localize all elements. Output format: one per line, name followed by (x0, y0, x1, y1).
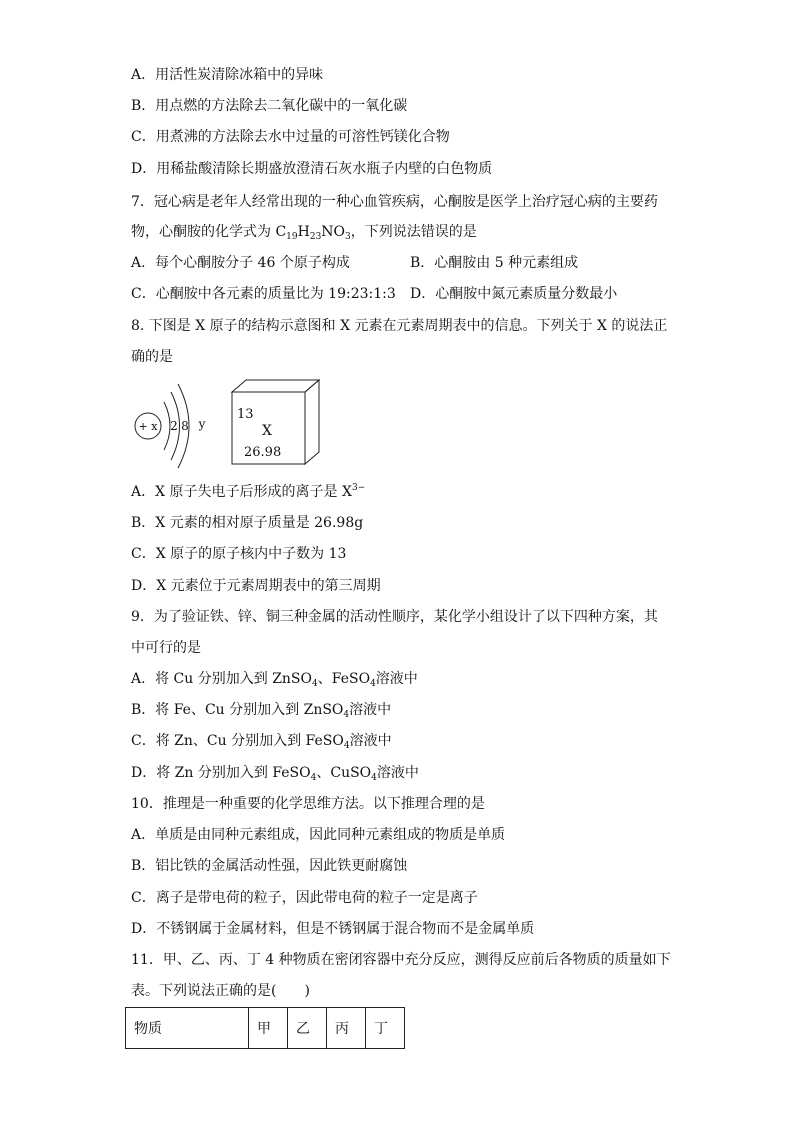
q8-option-b: B．X 元素的相对原子质量是 26.98g (131, 515, 364, 531)
cube-side-face (305, 380, 319, 464)
q8-stem-line2: 确的是 (131, 349, 173, 365)
periodic-table-cell (226, 378, 322, 468)
q10-option-b: B．铝比铁的金属活动性强，因此铁更耐腐蚀 (131, 858, 408, 874)
q7-option-d: D．心酮胺中氮元素质量分数最小 (410, 286, 618, 302)
q7-stem-line2: 物，心酮胺的化学式为 $C_{19}H_{23}NO_3$，下列说法错误的是 (131, 224, 477, 242)
q9-option-a: A．将 Cu 分别加入到 ZnSO$_4$、FeSO$_4$溶液中 (131, 671, 418, 689)
q6-option-d: D．用稀盐酸清除长期盛放澄清石灰水瓶子内壁的白色物质 (131, 161, 493, 177)
atomic-mass: 26.98 (244, 445, 282, 460)
table-header-cell: 甲 (249, 1008, 288, 1049)
q7-stem-line1: 7．冠心病是老年人经常出现的一种心血管疾病，心酮胺是医学上治疗冠心病的主要药 (131, 194, 658, 210)
electron-shell-1 (164, 402, 170, 450)
q9-stem-line1: 9．为了验证铁、锌、铜三种金属的活动性顺序，某化学小组设计了以下四种方案，其 (131, 609, 658, 625)
q7-option-c: C．心酮胺中各元素的质量比为 19:23:1:3 (131, 286, 396, 302)
q9-option-d: D．将 Zn 分别加入到 FeSO$_4$、CuSO$_4$溶液中 (131, 765, 419, 783)
table-header-cell: 丙 (327, 1008, 366, 1049)
nucleus-charge: + x (138, 420, 158, 433)
q9-option-c: C．将 Zn、Cu 分别加入到 FeSO$_4$溶液中 (131, 733, 392, 751)
table-header-cell: 物质 (126, 1008, 249, 1049)
q10-stem: 10．推理是一种重要的化学思维方法。以下推理合理的是 (131, 796, 485, 812)
table-header-row (126, 1008, 405, 1049)
q8-option-a: A．X 原子失电子后形成的离子是 $X^{3-}$ (131, 483, 366, 500)
atom-structure-diagram (131, 372, 221, 472)
atomic-number: 13 (237, 407, 254, 422)
mass-table (125, 1007, 405, 1049)
shell-1-electrons: 2 (170, 419, 178, 433)
q8-option-c: C．X 原子的原子核内中子数为 13 (131, 546, 347, 562)
q7-option-b: B．心酮胺由 5 种元素组成 (410, 255, 579, 271)
table-header-cell: 乙 (288, 1008, 327, 1049)
q7-option-a: A．每个心酮胺分子 46 个原子构成 (131, 255, 350, 271)
q10-option-c: C．离子是带电荷的粒子，因此带电荷的粒子一定是离子 (131, 890, 478, 906)
q6-option-a: A．用活性炭清除冰箱中的异味 (131, 67, 324, 83)
cube-top-face (232, 380, 319, 392)
q9-stem-line2: 中可行的是 (131, 640, 201, 656)
q8-option-d: D．X 元素位于元素周期表中的第三周期 (131, 578, 381, 594)
q6-option-b: B．用点燃的方法除去二氧化碳中的一氧化碳 (131, 98, 408, 114)
element-symbol: X (262, 423, 272, 439)
q6-option-c: C．用煮沸的方法除去水中过量的可溶性钙镁化合物 (131, 129, 450, 145)
table-header-cell: 丁 (366, 1008, 405, 1049)
q11-stem-line2: 表。下列说法正确的是( ) (131, 983, 310, 999)
q9-option-b: B．将 Fe、Cu 分别加入到 ZnSO$_4$溶液中 (131, 702, 392, 720)
shell-3-electrons: y (198, 417, 206, 431)
q8-stem-line1: 8. 下图是 X 原子的结构示意图和 X 元素在元素周期表中的信息。下列关于 X 的说法正 (131, 318, 668, 334)
q10-option-a: A．单质是由同种元素组成，因此同种元素组成的物质是单质 (131, 827, 506, 843)
q10-option-d: D．不锈钢属于金属材料，但是不锈钢属于混合物而不是金属单质 (131, 921, 535, 937)
shell-2-electrons: 8 (181, 419, 189, 433)
q11-stem-line1: 11．甲、乙、丙、丁 4 种物质在密闭容器中充分反应，测得反应前后各物质的质量如下 (131, 952, 671, 968)
